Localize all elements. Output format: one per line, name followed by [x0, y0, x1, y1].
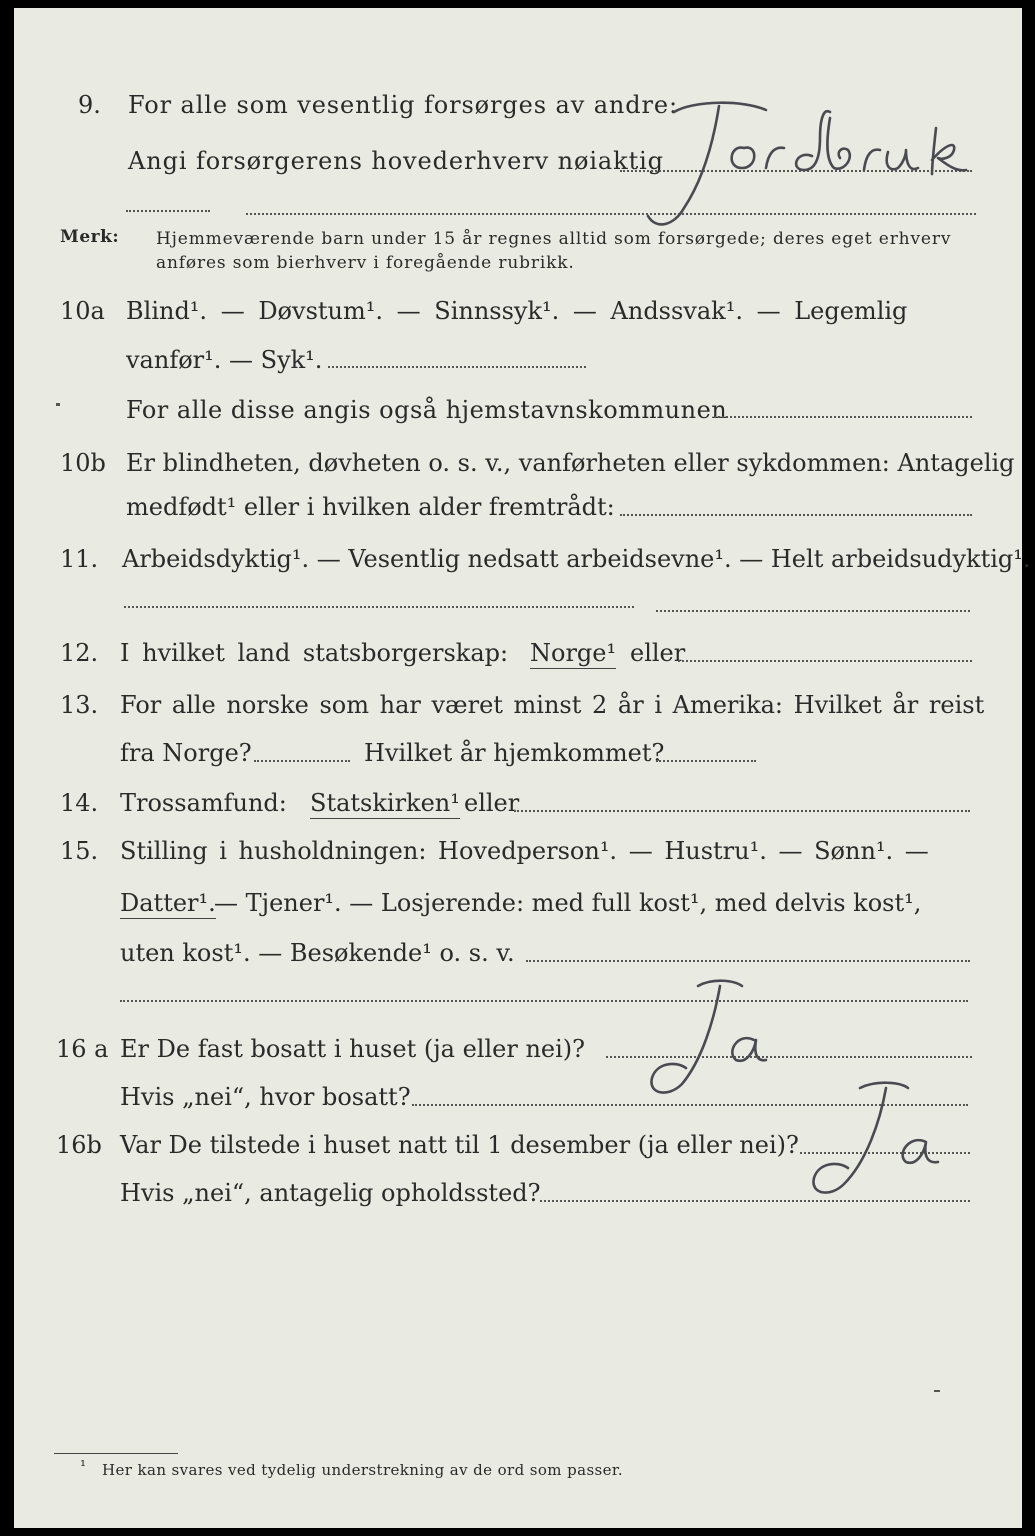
- q16b-number: 16b: [56, 1131, 102, 1159]
- q11-answer-line-b: [656, 610, 970, 612]
- q10b-line2: medfødt¹ eller i hvilken alder fremtrådt:: [126, 493, 615, 521]
- q12-option-norge: Norge¹: [530, 639, 617, 667]
- handwriting-ja: [638, 976, 778, 1106]
- footnote-rule: [54, 1453, 178, 1454]
- q10a-number: 10a: [60, 297, 105, 325]
- q10b-line1: Er blindheten, døvheten o. s. v., vanførheten eller sykdommen: Antagelig: [126, 449, 1015, 477]
- merk-line2: anføres som bierhverv i foregående rubrikk.: [156, 253, 575, 273]
- q13-number: 13.: [60, 691, 99, 719]
- q12-pre: I hvilket land statsborgerskap:: [120, 639, 509, 667]
- q12-number: 12.: [60, 639, 99, 667]
- q15-line3: uten kost¹. — Besøkende¹ o. s. v.: [120, 939, 515, 967]
- q9-line2: Angi forsørgerens hovederhverv nøiaktig: [128, 147, 664, 175]
- q15-extra-line: [120, 1000, 968, 1002]
- census-form-page: [14, 8, 1031, 1528]
- footnote-text: Her kan svares ved tydelig understrekning av de ord som passer.: [102, 1461, 624, 1479]
- q16a-handwritten-answer: [638, 976, 778, 1106]
- merk-label: Merk:: [60, 227, 120, 247]
- q10b-number: 10b: [60, 449, 106, 477]
- q16a-line2: Hvis „nei“, hvor bosatt?: [120, 1083, 411, 1111]
- q10a-line3: For alle disse angis også hjemstavnskommunen: [126, 396, 728, 424]
- q13-line2a: fra Norge?: [120, 739, 252, 767]
- q15-line1: Stilling i husholdningen: Hovedperson¹. — Hustru¹. — Sønn¹. —: [120, 837, 929, 865]
- q11-answer-line-a: [124, 606, 634, 608]
- q14-option-statskirken: Statskirken¹: [310, 789, 460, 817]
- q13-line1: For alle norske som har været minst 2 år i Amerika: Hvilket år reist: [120, 691, 985, 719]
- margin-mark: [56, 403, 60, 406]
- q9-handwritten-answer: [634, 98, 984, 248]
- q15-answer-line: [526, 960, 970, 962]
- margin-mark: [934, 1390, 940, 1392]
- q9-extra-line-a: [126, 210, 210, 212]
- q14-answer-line: [514, 810, 970, 812]
- q13-left-line: [254, 760, 350, 762]
- q11-line1: Arbeidsdyktig¹. — Vesentlig nedsatt arbeidsevne¹. — Helt arbeidsudyktig¹.: [122, 545, 1031, 573]
- q15-number: 15.: [60, 837, 99, 865]
- q16a-number: 16 a: [56, 1035, 109, 1063]
- q10a-line2: vanfør¹. — Syk¹.: [126, 346, 323, 374]
- handwriting-ja: [800, 1074, 950, 1204]
- q14-number: 14.: [60, 789, 99, 817]
- q16b-line1: Var De tilstede i huset natt til 1 desember (ja eller nei)?: [120, 1131, 799, 1159]
- q16a-line1: Er De fast bosatt i huset (ja eller nei)?: [120, 1035, 586, 1063]
- merk-line1: Hjemmeværende barn under 15 år regnes alltid som forsørgede; deres eget erhverv: [156, 229, 952, 249]
- q12-answer-line: [678, 660, 972, 662]
- q15-line2b: — Tjener¹. — Losjerende: med full kost¹, med delvis kost¹,: [214, 889, 922, 917]
- q10b-answer-line: [620, 514, 972, 516]
- q11-number: 11.: [60, 545, 99, 573]
- q15-option-datter: Datter¹.: [120, 889, 216, 917]
- q16b-handwritten-answer: [800, 1074, 950, 1204]
- footnote-mark: ¹: [80, 1457, 87, 1475]
- handwriting-jordbruk: [634, 98, 984, 248]
- q12-post: eller: [630, 639, 686, 667]
- q14-pre: Trossamfund:: [120, 789, 287, 817]
- q9-line1: For alle som vesentlig forsørges av andre:: [128, 91, 679, 119]
- q13-returned-line: [656, 760, 756, 762]
- q16b-line2: Hvis „nei“, antagelig opholdssted?: [120, 1179, 541, 1207]
- q10a-line1: Blind¹. — Døvstum¹. — Sinnssyk¹. — Andssvak¹. — Legemlig: [126, 297, 908, 325]
- q14-post: eller: [464, 789, 520, 817]
- q13-line2b: Hvilket år hjemkommet?: [364, 739, 665, 767]
- q9-number: 9.: [78, 91, 101, 119]
- q10a-sick-line: [328, 366, 586, 368]
- q10a-municipality-line: [714, 416, 972, 418]
